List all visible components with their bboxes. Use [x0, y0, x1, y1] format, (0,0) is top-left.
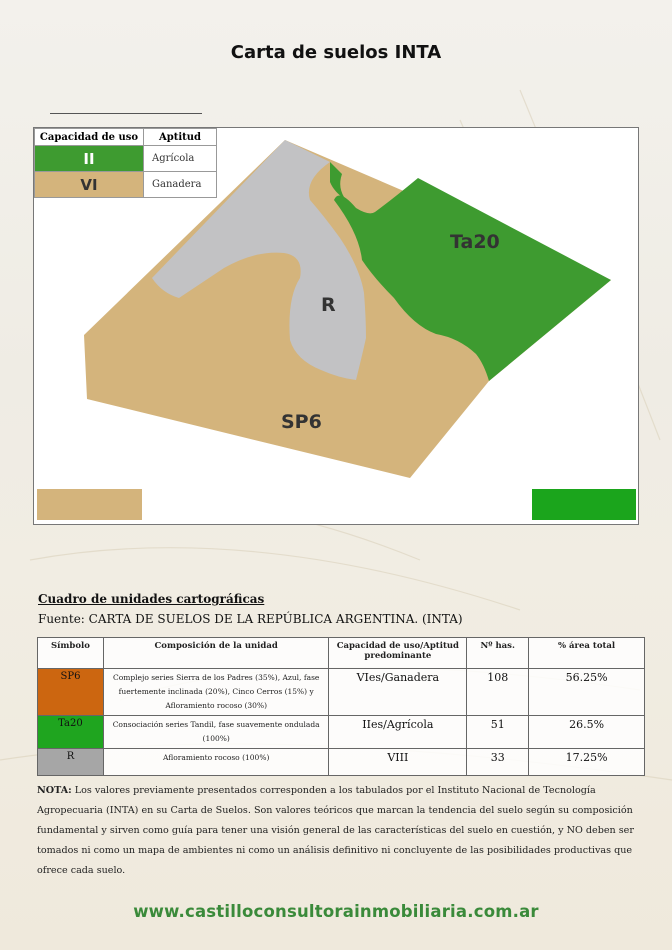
legend-aptitude-agricola: Agrícola	[144, 146, 217, 172]
table-row	[38, 749, 645, 776]
disclaimer-note	[37, 781, 637, 881]
pct-cell: 56.25%	[529, 669, 645, 716]
tan-swatch	[37, 489, 142, 520]
header-area: % área total	[529, 638, 645, 669]
table-row	[38, 716, 645, 749]
table-header-row	[38, 638, 645, 669]
table-row	[38, 669, 645, 716]
header-has: Nº has.	[467, 638, 529, 669]
map-legend	[34, 128, 217, 198]
page-title: Carta de suelos INTA	[230, 42, 442, 63]
section-title: Cuadro de unidades cartográficas	[38, 592, 265, 606]
legend-code-vi: VI	[35, 172, 144, 198]
section-source: Fuente: CARTA DE SUELOS DE LA REPÚBLICA ARGENTINA. (INTA)	[38, 612, 463, 626]
ta20-label: Ta20	[450, 231, 500, 253]
has-cell: 51	[467, 716, 529, 749]
website-link[interactable]: www.castilloconsultorainmobiliaria.com.ar	[133, 902, 539, 921]
composition-cell: Complejo series Sierra de los Padres (35%), Azul, fase fuertemente inclinada (20%), Cinco Cerros (15%) y Afloramiento rocoso (30%)	[103, 669, 329, 716]
capacity-cell: IIes/Agrícola	[329, 716, 467, 749]
has-cell: 108	[467, 669, 529, 716]
has-cell: 33	[467, 749, 529, 776]
soil-map	[33, 127, 639, 525]
symbol-cell: SP6	[38, 669, 104, 716]
legend-header-aptitude: Aptitud	[144, 129, 217, 146]
header-simbolo: Símbolo	[38, 638, 104, 669]
sp6-label: SP6	[281, 411, 322, 433]
capacity-cell: VIII	[329, 749, 467, 776]
header-capacidad: Capacidad de uso/Aptitud predominante	[329, 638, 467, 669]
note-label: NOTA:	[37, 785, 72, 796]
legend-header-capacity: Capacidad de uso	[35, 129, 144, 146]
green-swatch	[532, 489, 636, 520]
r-label: R	[321, 294, 336, 316]
legend-aptitude-ganadera: Ganadera	[144, 172, 217, 198]
pct-cell: 17.25%	[529, 749, 645, 776]
legend-code-ii: II	[35, 146, 144, 172]
pct-cell: 26.5%	[529, 716, 645, 749]
symbol-cell: Ta20	[38, 716, 104, 749]
composition-cell: Consociación series Tandil, fase suavemente ondulada (100%)	[103, 716, 329, 749]
capacity-cell: VIes/Ganadera	[329, 669, 467, 716]
units-table	[37, 637, 645, 776]
header-composicion: Composición de la unidad	[103, 638, 329, 669]
symbol-cell: R	[38, 749, 104, 776]
note-text: Los valores previamente presentados corresponden a los tabulados por el Instituto Nacional de Tecnología Agropecuaria (INTA) en su Carta de Suelos. Son valores teóricos que marcan la tendencia del suelo según su composición fundamental y sirven como guía para tener una visión general de las características del suelo en cuestión, y NO deben ser tomados ni como un mapa de ambientes ni como un análisis definitivo ni concluyente de las posibilidades productivas que ofrece cada suelo.	[37, 785, 634, 876]
composition-cell: Afloramiento rocoso (100%)	[103, 749, 329, 776]
title-divider	[50, 113, 202, 114]
